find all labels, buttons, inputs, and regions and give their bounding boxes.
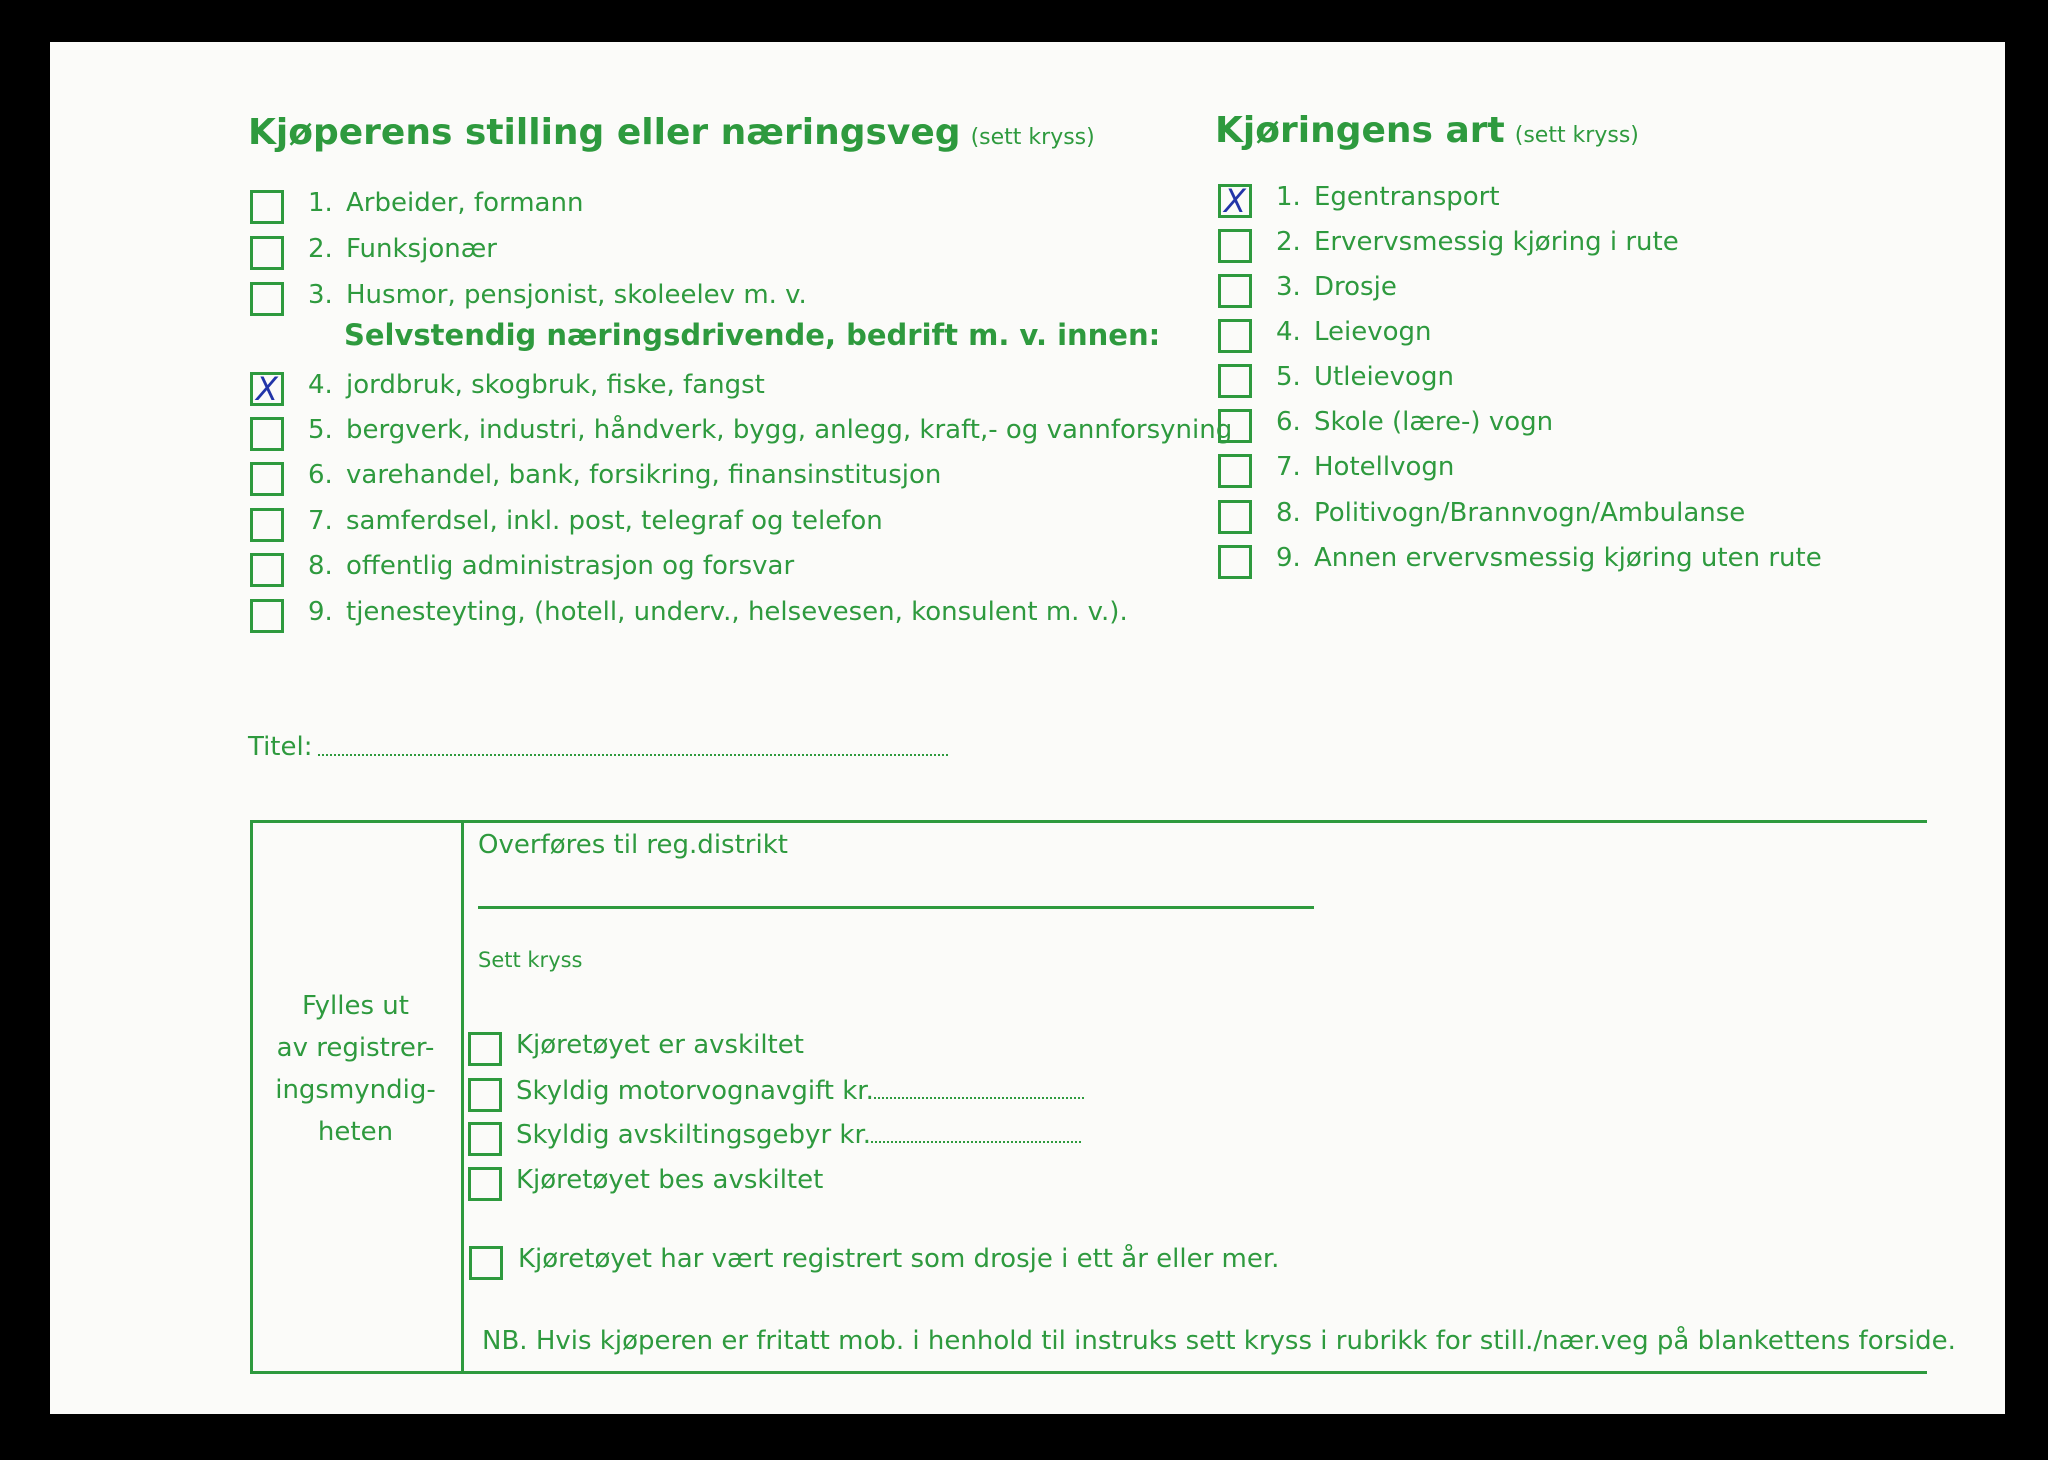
item-number: 2. bbox=[308, 234, 333, 264]
driving-type-item-5-checkbox[interactable] bbox=[1218, 364, 1252, 398]
item-text: Skyldig motorvognavgift kr. bbox=[516, 1076, 874, 1106]
occupation-item-9-label bbox=[308, 597, 1128, 627]
sett-kryss-label: Sett kryss bbox=[478, 948, 583, 972]
driving-type-item-9-label bbox=[1276, 543, 1822, 573]
registry-label-line: ingsmyndig- bbox=[275, 1075, 436, 1105]
item-text: offentlig administrasjon og forsvar bbox=[346, 551, 795, 581]
registry-check-3-label bbox=[516, 1120, 1081, 1150]
item-number: 8. bbox=[308, 551, 333, 581]
title-field[interactable] bbox=[318, 754, 948, 756]
occupation-item-6-label bbox=[308, 460, 941, 490]
occupation-item-5-checkbox[interactable] bbox=[250, 417, 284, 451]
item-text: Utleievogn bbox=[1314, 362, 1454, 392]
registry-check-1-checkbox[interactable] bbox=[468, 1032, 502, 1066]
occupation-item-1-label bbox=[308, 188, 583, 218]
item-text: Ervervsmessig kjøring i rute bbox=[1314, 227, 1679, 257]
driving-type-item-8-checkbox[interactable] bbox=[1218, 500, 1252, 534]
item-number: 7. bbox=[308, 506, 333, 536]
occupation-item-1-checkbox[interactable] bbox=[250, 190, 284, 224]
registry-label-line: Fylles ut bbox=[302, 991, 409, 1021]
item-number: 9. bbox=[1276, 543, 1301, 573]
occupation-item-7-label bbox=[308, 506, 883, 536]
occupation-item-2-checkbox[interactable] bbox=[250, 236, 284, 270]
occupation-item-5-label bbox=[308, 415, 1232, 445]
driving-type-item-6-checkbox[interactable] bbox=[1218, 409, 1252, 443]
item-number: 4. bbox=[1276, 317, 1301, 347]
driving-type-hint: (sett kryss) bbox=[1514, 123, 1639, 148]
occupation-item-6-checkbox[interactable] bbox=[250, 462, 284, 496]
registry-check-2-label bbox=[516, 1076, 1084, 1106]
registry-check-1-label bbox=[516, 1030, 804, 1060]
item-text: Politivogn/Brannvogn/Ambulanse bbox=[1314, 498, 1746, 528]
item-number: 9. bbox=[308, 597, 333, 627]
occupation-item-3-label bbox=[308, 280, 807, 310]
item-text: Drosje bbox=[1314, 272, 1397, 302]
registry-check-3-checkbox[interactable] bbox=[468, 1122, 502, 1156]
buyer-occupation-hint: (sett kryss) bbox=[970, 125, 1095, 150]
occupation-item-8-checkbox[interactable] bbox=[250, 553, 284, 587]
registry-check-4-checkbox[interactable] bbox=[468, 1167, 502, 1201]
item-number: 1. bbox=[1276, 182, 1301, 212]
item-number: 4. bbox=[308, 370, 333, 400]
driving-type-item-5-label bbox=[1276, 362, 1454, 392]
nb-note: NB. Hvis kjøperen er fritatt mob. i henhold til instruks sett kryss i rubrikk for still./nær.veg på blankettens forside. bbox=[482, 1326, 1956, 1356]
item-text: tjenesteyting, (hotell, underv., helsevesen, konsulent m. v.). bbox=[346, 597, 1128, 627]
item-number: 3. bbox=[308, 280, 333, 310]
occupation-item-4-checkbox[interactable] bbox=[250, 372, 284, 406]
registry-check-2-checkbox[interactable] bbox=[468, 1078, 502, 1112]
item-number: 5. bbox=[308, 415, 333, 445]
divider-bottom bbox=[250, 1371, 1927, 1374]
item-text: bergverk, industri, håndverk, bygg, anlegg, kraft,- og vannforsyning bbox=[346, 415, 1233, 445]
divider-top bbox=[250, 820, 1927, 823]
registry-label-line: av registrer- bbox=[276, 1033, 435, 1063]
item-text: Kjøretøyet bes avskiltet bbox=[516, 1165, 824, 1195]
item-number: 6. bbox=[1276, 407, 1301, 437]
driving-type-title: Kjøringens art bbox=[1215, 110, 1505, 151]
driving-type-item-9-checkbox[interactable] bbox=[1218, 545, 1252, 579]
item-text: Annen ervervsmessig kjøring uten rute bbox=[1314, 543, 1822, 573]
occupation-item-4-label bbox=[308, 370, 765, 400]
drosje-check-checkbox[interactable] bbox=[469, 1246, 503, 1280]
item-text: Husmor, pensjonist, skoleelev m. v. bbox=[346, 280, 807, 310]
item-text: Skyldig avskiltingsgebyr kr. bbox=[516, 1120, 872, 1150]
amount-field[interactable] bbox=[871, 1121, 1081, 1143]
item-number: 7. bbox=[1276, 452, 1301, 482]
item-number: 5. bbox=[1276, 362, 1301, 392]
item-number: 2. bbox=[1276, 227, 1301, 257]
check-mark-icon: X bbox=[1224, 182, 1246, 220]
item-number: 1. bbox=[308, 188, 333, 218]
driving-type-heading bbox=[1215, 110, 1639, 151]
item-text: Skole (lære-) vogn bbox=[1314, 407, 1554, 437]
self-employed-subheading: Selvstendig næringsdrivende, bedrift m. v. innen: bbox=[344, 318, 1161, 352]
buyer-occupation-heading bbox=[248, 112, 1095, 153]
occupation-item-9-checkbox[interactable] bbox=[250, 599, 284, 633]
occupation-item-8-label bbox=[308, 551, 794, 581]
item-text: Funksjonær bbox=[346, 234, 497, 264]
check-mark-icon: X bbox=[256, 370, 278, 408]
driving-type-item-6-label bbox=[1276, 407, 1553, 437]
registry-label-line: heten bbox=[317, 1117, 394, 1147]
occupation-item-7-checkbox[interactable] bbox=[250, 508, 284, 542]
transfer-district-field[interactable] bbox=[478, 906, 1314, 909]
driving-type-item-2-label bbox=[1276, 227, 1679, 257]
registry-authority-label bbox=[250, 985, 461, 1153]
item-text: Kjøretøyet er avskiltet bbox=[516, 1030, 804, 1060]
driving-type-item-7-checkbox[interactable] bbox=[1218, 454, 1252, 488]
amount-field[interactable] bbox=[874, 1077, 1084, 1099]
driving-type-item-7-label bbox=[1276, 452, 1454, 482]
item-number: 8. bbox=[1276, 498, 1301, 528]
divider-middle bbox=[461, 820, 464, 1374]
item-text: Kjøretøyet har vært registrert som drosje i ett år eller mer. bbox=[518, 1244, 1280, 1274]
driving-type-item-1-checkbox[interactable] bbox=[1218, 184, 1252, 218]
form-card bbox=[50, 42, 2005, 1414]
driving-type-item-4-label bbox=[1276, 317, 1432, 347]
transfer-district-label: Overføres til reg.distrikt bbox=[478, 830, 788, 860]
item-text: Egentransport bbox=[1314, 182, 1500, 212]
driving-type-item-8-label bbox=[1276, 498, 1745, 528]
buyer-occupation-title: Kjøperens stilling eller næringsveg bbox=[248, 112, 961, 153]
item-number: 3. bbox=[1276, 272, 1301, 302]
item-text: jordbruk, skogbruk, fiske, fangst bbox=[346, 370, 765, 400]
registry-check-4-label bbox=[516, 1165, 823, 1195]
drosje-check-label bbox=[518, 1244, 1279, 1274]
title-label: Titel: bbox=[248, 732, 313, 762]
registry-section bbox=[250, 820, 1956, 1380]
driving-type-item-1-label bbox=[1276, 182, 1500, 212]
item-text: varehandel, bank, forsikring, finansinstitusjon bbox=[346, 460, 942, 490]
occupation-item-2-label bbox=[308, 234, 497, 264]
driving-type-item-4-checkbox[interactable] bbox=[1218, 319, 1252, 353]
item-text: Hotellvogn bbox=[1314, 452, 1455, 482]
driving-type-item-3-label bbox=[1276, 272, 1397, 302]
driving-type-item-3-checkbox[interactable] bbox=[1218, 274, 1252, 308]
driving-type-item-2-checkbox[interactable] bbox=[1218, 229, 1252, 263]
occupation-item-3-checkbox[interactable] bbox=[250, 282, 284, 316]
item-text: samferdsel, inkl. post, telegraf og telefon bbox=[346, 506, 883, 536]
item-number: 6. bbox=[308, 460, 333, 490]
item-text: Arbeider, formann bbox=[346, 188, 584, 218]
item-text: Leievogn bbox=[1314, 317, 1432, 347]
